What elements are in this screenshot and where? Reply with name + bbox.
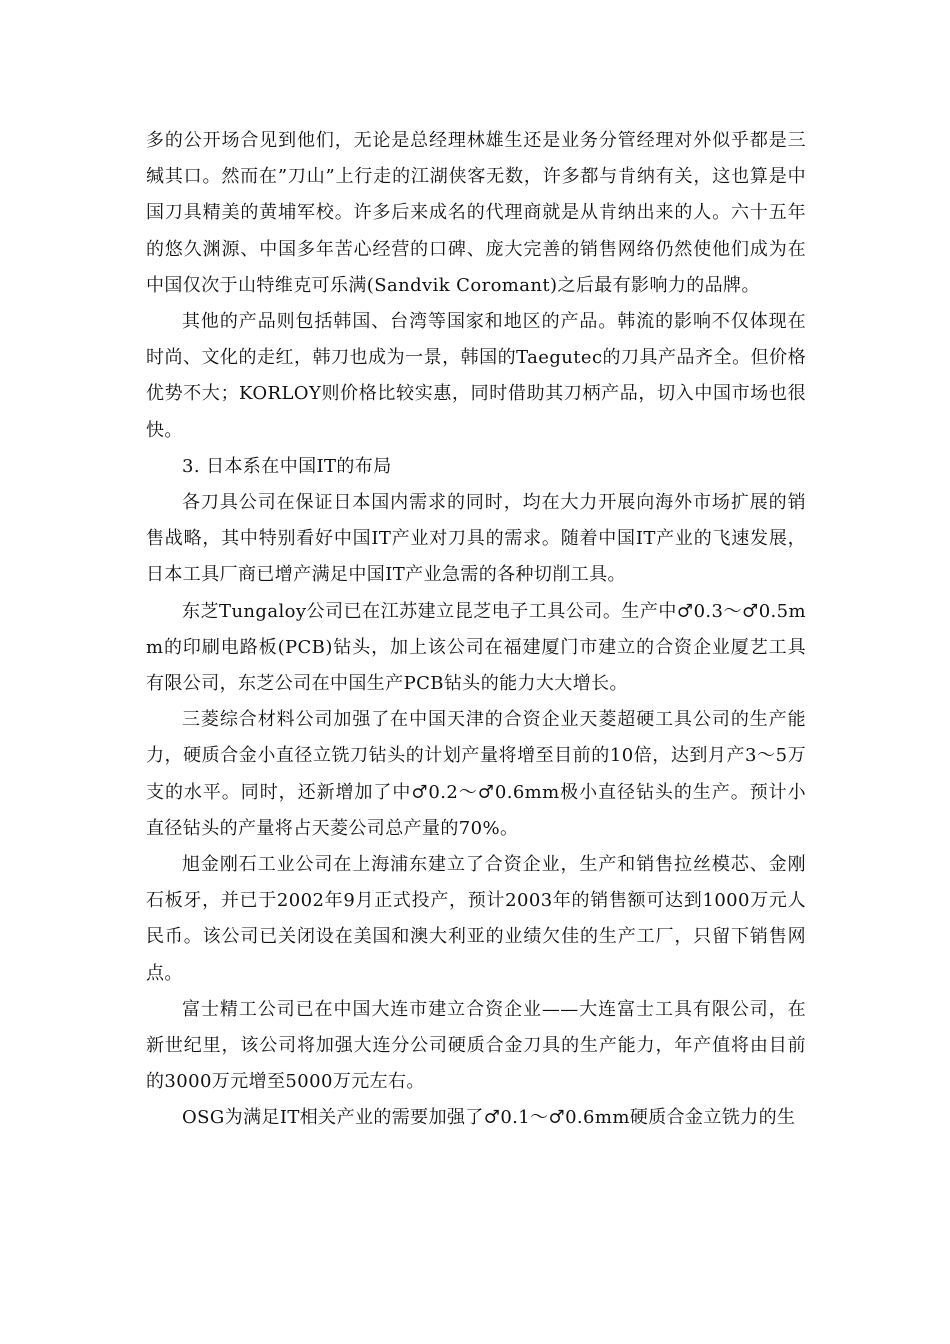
paragraph-korean-products: 其他的产品则包括韩国、台湾等国家和地区的产品。韩流的影响不仅体现在时尚、文化的走红，韩刀也成为一景，韩国的Taegutec的刀具产品齐全。但价格优势不大；KORLOY则价格比较实惠，同时借助其刀柄产品，切入中国市场也很快。	[146, 311, 806, 441]
document-body	[146, 123, 806, 1137]
paragraph-fuji-seiko: 富士精工公司已在中国大连市建立合资企业——大连富士工具有限公司，在新世纪里，该公司将加强大连分公司硬质合金刀具的生产能力，年产值将由目前的3000万元增至5000万元左右。	[146, 998, 806, 1093]
section-heading-japan-it: 3. 日本系在中国IT的布局	[182, 455, 392, 477]
paragraph-asahi-diamond: 旭金刚石工业公司在上海浦东建立了合资企业，生产和销售拉丝模芯、金刚石板牙，并已于2002年9月正式投产，预计2003年的销售额可达到1000万元人民币。该公司已关闭设在美国和澳大利亚的业绩欠佳的生产工厂，只留下销售网点。	[146, 854, 806, 984]
paragraph-kennametal-continued: 多的公开场合见到他们，无论是总经理林雄生还是业务分管经理对外似乎都是三缄其口。然而在”刀山”上行走的江湖侠客无数，许多都与肯纳有关，这也算是中国刀具精美的黄埔军校。许多后来成名的代理商就是从肯纳出来的人。六十五年的悠久渊源、中国多年苦心经营的口碑、庞大完善的销售网络仍然使他们成为在中国仅次于山特维克可乐满(Sandvik Coromant)之后最有影响力的品牌。	[146, 130, 806, 296]
paragraph-osg: OSG为满足IT相关产业的需要加强了♂0.1～♂0.6mm硬质合金立铣力的生	[182, 1107, 796, 1129]
paragraph-tungaloy: 东芝Tungaloy公司已在江苏建立昆芝电子工具公司。生产中♂0.3～♂0.5mm的印刷电路板(PCB)钻头，加上该公司在福建厦门市建立的合资企业厦艺工具有限公司，东芝公司在中国生产PCB钻头的能力大大增长。	[146, 600, 806, 695]
paragraph-mitsubishi: 三菱综合材料公司加强了在中国天津的合资企业天菱超硬工具公司的生产能力，硬质合金小直径立铣刀钻头的计划产量将增至目前的10倍，达到月产3～5万支的水平。同时，还新增加了中♂0.2～♂0.6mm极小直径钻头的生产。预计小直径钻头的产量将占天菱公司总产量的70%。	[146, 709, 806, 839]
paragraph-japan-strategy: 各刀具公司在保证日本国内需求的同时，均在大力开展向海外市场扩展的销售战略，其中特别看好中国IT产业对刀具的需求。随着中国IT产业的飞速发展，日本工具厂商已增产满足中国IT产业急需的各种切削工具。	[146, 492, 806, 586]
